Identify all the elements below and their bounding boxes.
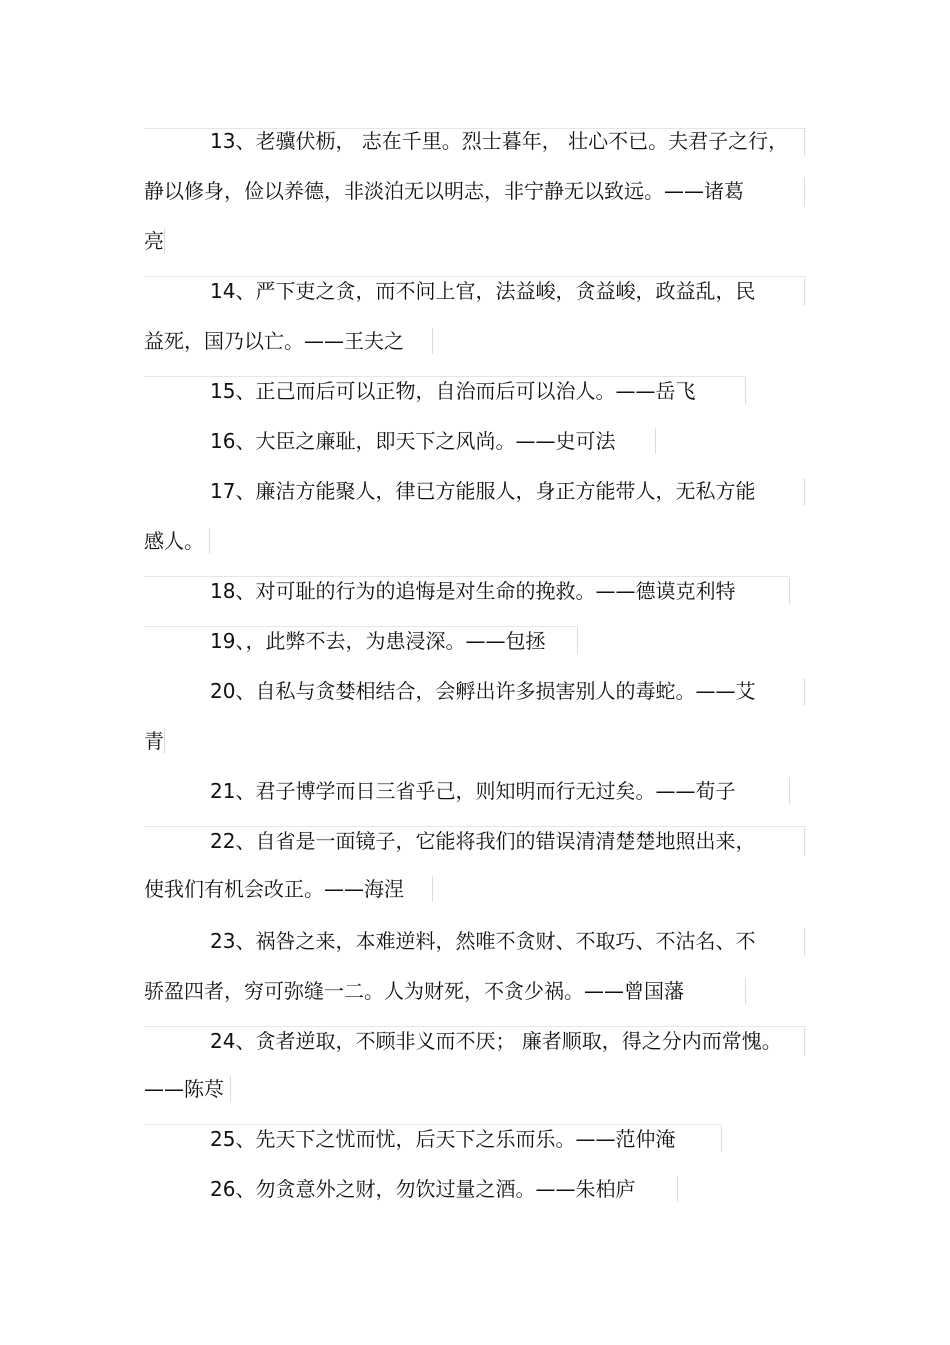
guide-line xyxy=(655,428,656,454)
quote-17-line-1: 17、廉洁方能聚人，律已方能服人，身正方能带人，无私方能 xyxy=(210,479,756,503)
guide-line xyxy=(804,278,805,306)
guide-line xyxy=(804,478,805,506)
guide-line xyxy=(144,276,806,277)
guide-line xyxy=(804,828,805,856)
quote-22-line-1: 22、自省是一面镜子，它能将我们的错误清清楚楚地照出来， xyxy=(210,829,756,853)
guide-line xyxy=(144,1026,806,1027)
guide-line xyxy=(432,328,433,354)
quote-19: 19、，此弊不去，为患浸深。——包拯 xyxy=(210,629,546,653)
quote-13-line-1: 13、老骥伏枥， 志在千里。烈士暮年， 壮心不已。夫君子之行， xyxy=(210,129,789,153)
guide-line xyxy=(209,528,210,554)
guide-line xyxy=(144,1124,722,1125)
quote-24-line-1: 24、贪者逆取，不顾非义而不厌； 廉者顺取，得之分内而常愧。 xyxy=(210,1029,782,1053)
quote-25: 25、先天下之忧而忧，后天下之乐而乐。——范仲淹 xyxy=(210,1127,676,1151)
quote-22-line-2: 使我们有机会改正。——海涅 xyxy=(144,877,404,901)
guide-line xyxy=(745,978,746,1004)
quote-13-line-2: 静以修身，俭以养德，非淡泊无以明志，非宁静无以致远。——诸葛 xyxy=(144,179,744,203)
quote-14-line-2: 益死，国乃以亡。——王夫之 xyxy=(144,329,404,353)
guide-line xyxy=(804,678,805,706)
guide-line xyxy=(164,728,165,754)
guide-line xyxy=(577,628,578,654)
guide-line xyxy=(432,876,433,902)
guide-line xyxy=(745,378,746,404)
quote-21: 21、君子博学而日三省乎己，则知明而行无过矣。——荀子 xyxy=(210,779,736,803)
quote-13-line-3: 亮 xyxy=(144,229,164,253)
guide-line xyxy=(230,1076,231,1102)
guide-line xyxy=(804,1028,805,1056)
guide-line xyxy=(144,576,790,577)
guide-line xyxy=(804,178,805,206)
guide-line xyxy=(789,578,790,604)
quote-24-line-2: ——陈荩 xyxy=(144,1077,224,1101)
quote-26: 26、勿贪意外之财，勿饮过量之酒。——朱柏庐 xyxy=(210,1177,636,1201)
guide-line xyxy=(677,1176,678,1202)
guide-line xyxy=(144,826,806,827)
quote-23-line-1: 23、祸咎之来，本难逆料，然唯不贪财、不取巧、不沽名、不 xyxy=(210,929,756,953)
quote-17-line-2: 感人。 xyxy=(144,529,204,553)
guide-line xyxy=(721,1126,722,1152)
quote-15: 15、正己而后可以正物，自治而后可以治人。——岳飞 xyxy=(210,379,696,403)
guide-line xyxy=(789,778,790,804)
guide-line xyxy=(144,376,746,377)
quote-20-line-2: 青 xyxy=(144,729,164,753)
quote-18: 18、对可耻的行为的追悔是对生命的挽救。——德谟克利特 xyxy=(210,579,736,603)
guide-line xyxy=(804,128,805,156)
guide-line xyxy=(804,928,805,956)
quote-14-line-1: 14、严下吏之贪，而不问上官，法益峻，贪益峻，政益乱，民 xyxy=(210,279,756,303)
quote-23-line-2: 骄盈四者，穷可弥缝一二。人为财死，不贪少祸。——曾国藩 xyxy=(144,979,684,1003)
guide-line xyxy=(164,228,165,254)
guide-line xyxy=(144,626,578,627)
quote-20-line-1: 20、自私与贪婪相结合，会孵出许多损害别人的毒蛇。——艾 xyxy=(210,679,756,703)
quote-16: 16、大臣之廉耻，即天下之风尚。——史可法 xyxy=(210,429,616,453)
